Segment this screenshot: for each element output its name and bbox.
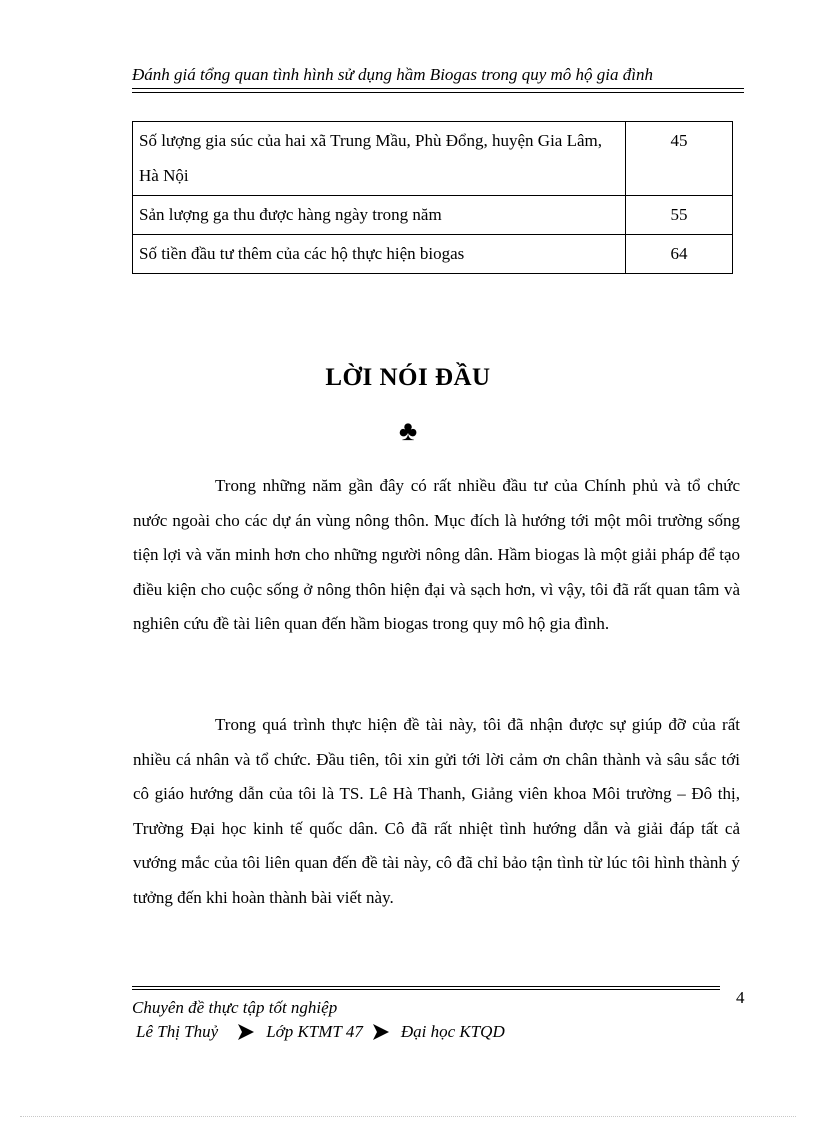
footer-rule bbox=[132, 986, 720, 987]
arrowhead-icon bbox=[371, 1022, 391, 1042]
paragraph: Trong những năm gần đây có rất nhiều đầu tư của Chính phủ và tổ chức nước ngoài cho các dự án vùng nông thôn. Mục đích là hướng tới một môi trường sống tiện lợi và văn minh hơn cho những người nông dân. Hầm biogas là một giải pháp để tạo điều kiện cho cuộc sống ở nông thôn hiện đại và sạch hơn, vì vậy, tôi đã rất quan tâm và nghiên cứu đề tài liên quan đến hầm biogas trong quy mô hộ gia đình. bbox=[133, 476, 740, 633]
footer-author-line bbox=[136, 1022, 505, 1042]
page-edge-dots bbox=[20, 1116, 796, 1117]
page-number: 4 bbox=[736, 988, 745, 1007]
footer-school: Đại học KTQD bbox=[400, 1022, 505, 1041]
club-ornament-icon: ♣ bbox=[398, 416, 418, 447]
footer-author: Lê Thị Thuỷ bbox=[136, 1022, 219, 1041]
list-of-tables bbox=[132, 121, 733, 274]
toc-row bbox=[133, 196, 733, 235]
toc-row bbox=[133, 122, 733, 196]
toc-row-title: Số lượng gia súc của hai xã Trung Mầu, Phù Đổng, huyện Gia Lâm, Hà Nội bbox=[133, 122, 626, 196]
toc-row-page: 55 bbox=[626, 196, 733, 235]
toc-row-page: 64 bbox=[626, 235, 733, 274]
footer-class: Lớp KTMT 47 bbox=[266, 1022, 363, 1041]
footer-thesis-label: Chuyên đề thực tập tốt nghiệp bbox=[132, 998, 338, 1017]
page-header bbox=[132, 64, 744, 93]
header-rule bbox=[132, 88, 744, 89]
toc-row bbox=[133, 235, 733, 274]
toc-row-page: 45 bbox=[626, 122, 733, 196]
toc-row-title: Sản lượng ga thu được hàng ngày trong năm bbox=[133, 196, 626, 235]
footer-rule-double bbox=[132, 989, 720, 990]
section-heading: LỜI NÓI ĐẦU bbox=[325, 364, 491, 391]
header-title: Đánh giá tổng quan tình hình sử dụng hầm Biogas trong quy mô hộ gia đình bbox=[132, 65, 654, 84]
toc-row-title: Số tiền đầu tư thêm của các hộ thực hiện biogas bbox=[133, 235, 626, 274]
header-rule-double bbox=[132, 92, 744, 93]
arrowhead-icon bbox=[236, 1022, 256, 1042]
paragraph: Trong quá trình thực hiện đề tài này, tôi đã nhận được sự giúp đỡ của rất nhiều cá nhân và tổ chức. Đầu tiên, tôi xin gửi tới lời cảm ơn chân thành và sâu sắc tới cô giáo hướng dẫn của tôi là TS. Lê Hà Thanh, Giảng viên khoa Môi trường – Đô thị, Trường Đại học kinh tế quốc dân. Cô đã rất nhiệt tình hướng dẫn và giải đáp tất cả vướng mắc của tôi liên quan đến đề tài này, cô đã chỉ bảo tận tình từ lúc tôi hình thành ý tưởng đến khi hoàn thành bài viết này. bbox=[133, 715, 740, 907]
